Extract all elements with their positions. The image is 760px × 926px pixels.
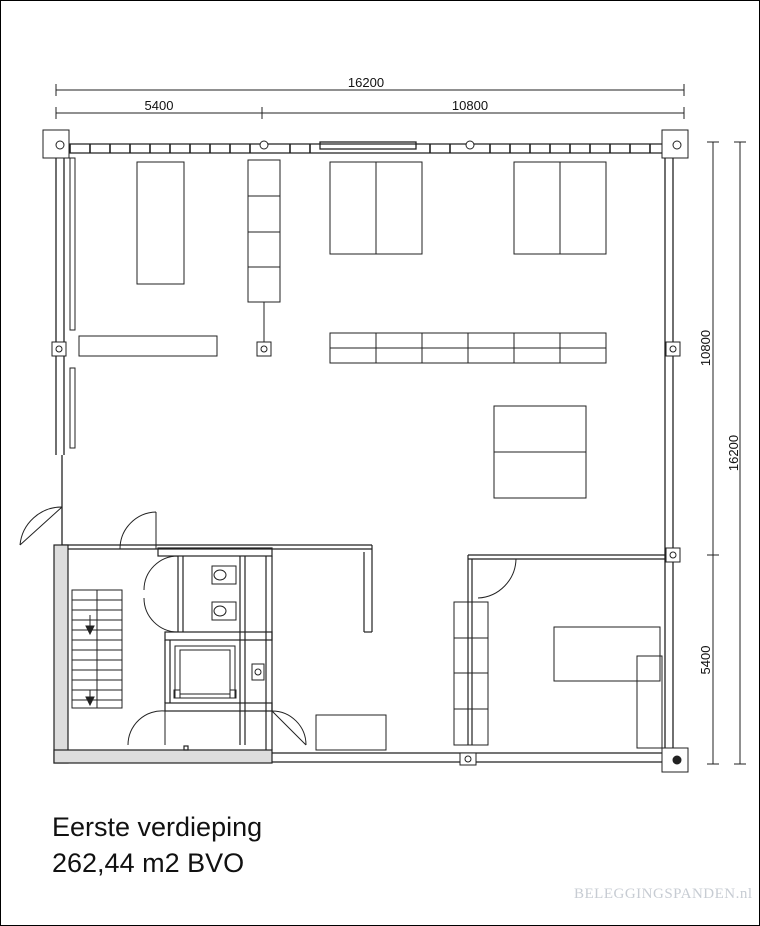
- elevator-shaft: [174, 646, 236, 698]
- floor-area: 262,44 m2 BVO: [52, 848, 245, 878]
- furniture: [79, 160, 662, 750]
- dim-top-total: 16200: [347, 75, 385, 90]
- cabinet-vertical: [248, 160, 280, 356]
- desk-pair-2: [514, 162, 606, 254]
- window-strip-left-mid: [70, 368, 75, 448]
- door-swing-left: [20, 507, 62, 545]
- bench-left: [79, 336, 217, 356]
- dim-right-lower: 5400: [698, 645, 713, 675]
- door-swing-core: [120, 512, 156, 549]
- door-swing-wc2: [144, 598, 178, 632]
- watermark-logo: BELEGGINGSPANDEN.nl: [574, 886, 753, 902]
- cabinet-office: [454, 602, 488, 745]
- office-desk: [554, 627, 660, 681]
- toilets: [212, 566, 264, 680]
- dim-right-total: 16200: [726, 434, 741, 472]
- dim-top-left: 5400: [144, 98, 174, 113]
- door-swing-wc1: [144, 556, 178, 590]
- columns: [43, 130, 688, 772]
- meeting-table: [494, 406, 586, 498]
- dim-top-right: 10800: [451, 98, 489, 113]
- door-swing-office: [472, 559, 516, 598]
- cabinet-row: [330, 333, 606, 363]
- dimension-lines: [56, 84, 746, 764]
- staircase: [72, 590, 122, 708]
- door-swing-right: [272, 711, 306, 745]
- floor-title: Eerste verdieping: [52, 812, 263, 842]
- desk-pair-1: [330, 162, 422, 254]
- office-return: [637, 656, 662, 748]
- door-swing-hall: [128, 711, 165, 745]
- bench-bottom: [316, 715, 386, 750]
- desk-top-left: [137, 162, 184, 284]
- dim-right-inner: 10800: [698, 329, 713, 367]
- interior-walls: [54, 545, 665, 763]
- window-strip-left-top: [70, 158, 75, 330]
